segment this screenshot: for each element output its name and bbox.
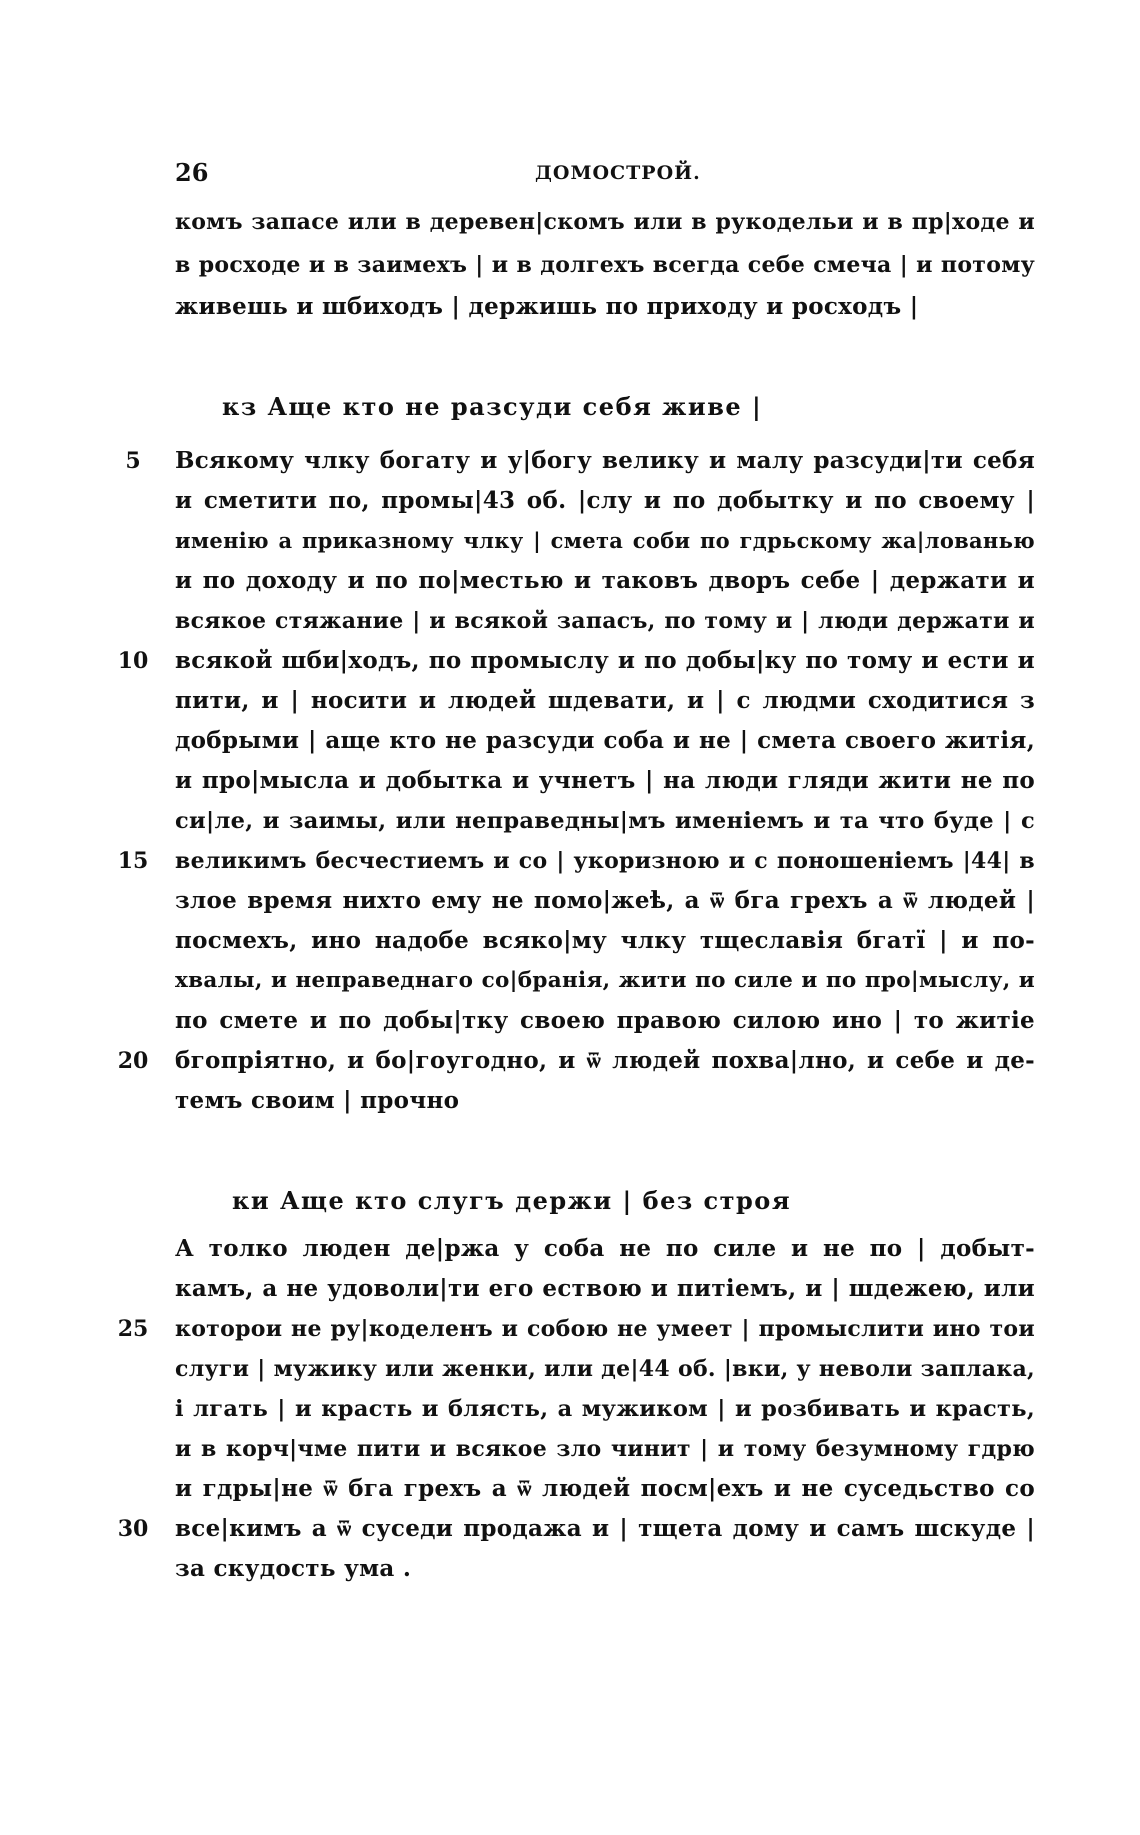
line-number: 25 xyxy=(117,1316,149,1342)
text-line: всякой шби|ходъ, по промыслу и по добы|ку по тому и ести и xyxy=(175,647,1035,674)
text-line: великимъ бесчестиемъ и со | укоризною и с поношеніемъ |44| в xyxy=(175,848,1035,874)
text-line: и в корч|чме пити и всякое зло чинит | и тому безумному гдрю xyxy=(175,1436,1035,1462)
text-line: посмехъ, ино надобе всяко|му члку тщеславія бгатї | и по- xyxy=(175,927,1035,954)
line-number: 15 xyxy=(117,848,149,874)
text-line: все|кимъ а ѿ суседи продажа и | тщета дому и самъ шскуде | xyxy=(175,1515,1035,1542)
text-line: и по доходу и по по|местью и таковъ дворъ себе | держати и xyxy=(175,567,1035,594)
text-line: по смете и по добы|тку своею правою силою ино | то житіе xyxy=(175,1007,1035,1034)
text-line: и сметити по, промы|43 об. |слу и по добытку и по своему | xyxy=(175,487,1035,514)
text-line: и про|мысла и добытка и учнетъ | на люди гляди жити не по xyxy=(175,767,1035,794)
running-title: ДОМОСТРОЙ. xyxy=(535,162,701,184)
section-heading: кз Аще кто не разсуди себя живе | xyxy=(222,392,763,421)
text-line: за скудость ума . xyxy=(175,1555,412,1582)
text-line: і лгать | и красть и блясть, а мужиком | и розбивать и красть, xyxy=(175,1396,1035,1422)
text-line: живешь и шбиходъ | держишь по приходу и росходъ | xyxy=(175,293,919,320)
text-line: А толко люден де|ржа у соба не по силе и не по | добыт- xyxy=(175,1235,1035,1262)
page-number: 26 xyxy=(175,158,209,187)
text-line: хвалы, и неправеднаго со|бранія, жити по силе и по про|мыслу, и xyxy=(175,968,1035,993)
text-line: и гдры|не ѿ бга грехъ а ѿ людей посм|ехъ и не суседьство со xyxy=(175,1475,1035,1502)
text-line: пити, и | носити и людей шдевати, и | с людми сходитися з xyxy=(175,687,1035,714)
text-line: слуги | мужику или женки, или де|44 об. |вки, у неволи заплака, xyxy=(175,1356,1035,1382)
line-number: 5 xyxy=(125,448,141,474)
text-line: в росходе и в заимехъ | и в долгехъ всегда себе смеча | и потому xyxy=(175,252,1035,278)
line-number: 10 xyxy=(117,648,149,674)
text-line: комъ запасе или в деревен|скомъ или в рукодельи и в пр|ходе и xyxy=(175,209,1035,235)
text-line: именію а приказному члку | смета соби по гдрьскому жа|лованью xyxy=(175,528,1035,553)
text-line: си|ле, и заимы, или неправедны|мъ именіемъ и та что буде | с xyxy=(175,808,1035,834)
text-line: темъ своим | прочно xyxy=(175,1087,460,1114)
section-heading: ки Аще кто слугъ держи | без строя xyxy=(232,1186,792,1215)
text-line: которои не ру|коделенъ и собою не умеет | промыслити ино тои xyxy=(175,1316,1035,1342)
text-line: всякое стяжание | и всякой запасъ, по тому и | люди держати и xyxy=(175,608,1035,634)
text-line: злое время нихто ему не помо|жеѣ, а ѿ бга грехъ а ѿ людей | xyxy=(175,887,1035,914)
text-line: бгопріятно, и бо|гоугодно, и ѿ людей похва|лно, и себе и де- xyxy=(175,1047,1035,1074)
line-number: 30 xyxy=(117,1516,149,1542)
running-head xyxy=(175,158,1035,188)
line-number: 20 xyxy=(117,1048,149,1074)
text-line: добрыми | аще кто не разсуди соба и не | смета своего житія, xyxy=(175,727,1035,754)
text-line: камъ, а не удоволи|ти его ествою и питіемъ, и | шдежею, или xyxy=(175,1275,1035,1302)
text-line: Всякому члку богату и у|богу велику и малу разсуди|ти себя xyxy=(175,447,1035,474)
